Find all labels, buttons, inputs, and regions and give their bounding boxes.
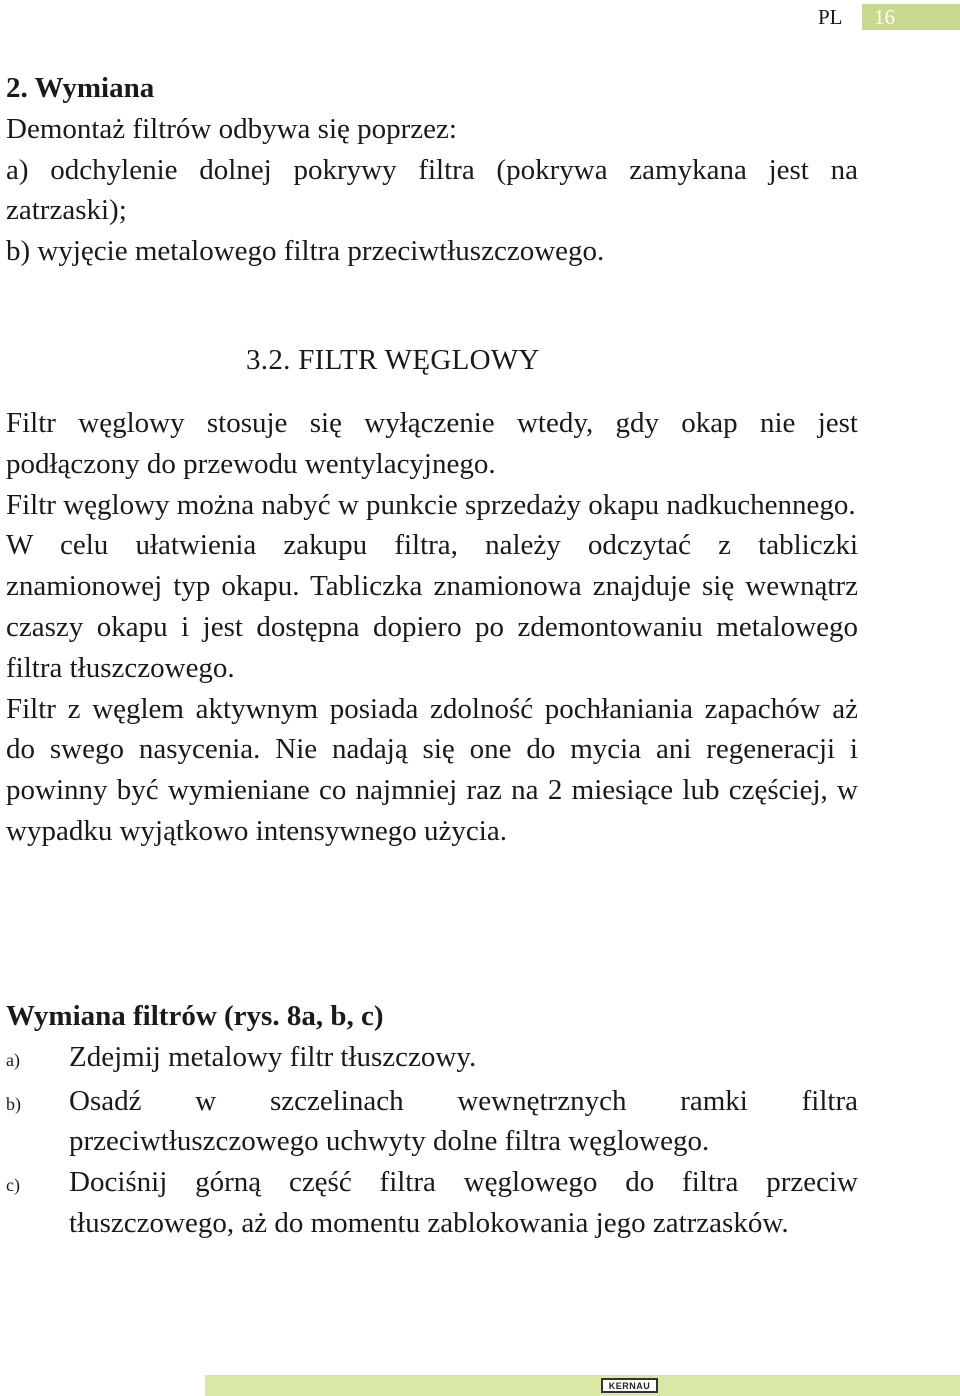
- section-title: Wymiana filtrów (rys. 8a, b, c): [6, 1000, 384, 1032]
- section-intro: Demontaż filtrów odbywa się poprzez:: [6, 112, 457, 145]
- step-marker: b): [6, 1093, 21, 1114]
- language-code: PL: [818, 4, 843, 29]
- section-filter-replacement: [6, 996, 858, 1244]
- step-text: Dociśnij górną część filtra węglowego do filtra przeciw tłuszczowego, aż do momentu zablokowania jego zatrzasków.: [69, 1166, 858, 1239]
- step-text: Osadź w szczelinach wewnętrznych ramki filtra przeciwtłuszczowego uchwyty dolne filtra węglowego.: [69, 1084, 858, 1158]
- step-item: [6, 1162, 858, 1244]
- section-exchange: [6, 68, 858, 272]
- paragraph: Filtr z węglem aktywnym posiada zdolność pochłaniania zapachów aż do swego nasycenia. Nie nadają się one do mycia ani regeneracji i powinny być wymieniane co najmniej raz na 2 miesiące lub częściej, w wypadku wyjątkowo intensywnego użycia.: [6, 692, 858, 847]
- step-text: Zdejmij metalowy filtr tłuszczowy.: [69, 1040, 477, 1073]
- section-heading-carbon-filter: 3.2. FILTR WĘGLOWY: [246, 344, 540, 376]
- step-marker: a): [6, 1049, 20, 1070]
- section-title: 2. Wymiana: [6, 72, 155, 104]
- paragraph: Filtr węglowy można nabyć w punkcie sprzedaży okapu nadkuchennego.: [6, 488, 856, 521]
- page-number-badge: [862, 4, 960, 30]
- paragraph: W celu ułatwienia zakupu filtra, należy odczytać z tabliczki znamionowej typ okapu. Tabliczka znamionowa znajduje się wewnątrz czaszy okapu i jest dostępna dopiero po zdemontowaniu metalowego filtra tłuszczowego.: [6, 529, 858, 684]
- paragraph: Filtr węglowy stosuje się wyłączenie wtedy, gdy okap nie jest podłączony do przewodu wentylacyjnego.: [6, 407, 858, 480]
- step-item: [6, 1081, 858, 1163]
- section-carbon-filter: [6, 403, 858, 852]
- footer-bar: [205, 1375, 960, 1396]
- step-marker: c): [6, 1175, 20, 1196]
- page-number: 16: [874, 4, 895, 29]
- brand-logo: KERNAU: [601, 1378, 658, 1393]
- step-item: [6, 1037, 858, 1081]
- list-item: a) odchylenie dolnej pokrywy filtra (pokrywa zamykana jest na zatrzaski);: [6, 153, 858, 227]
- list-item: b) wyjęcie metalowego filtra przeciwtłuszczowego.: [6, 235, 605, 268]
- page-header: [818, 4, 862, 30]
